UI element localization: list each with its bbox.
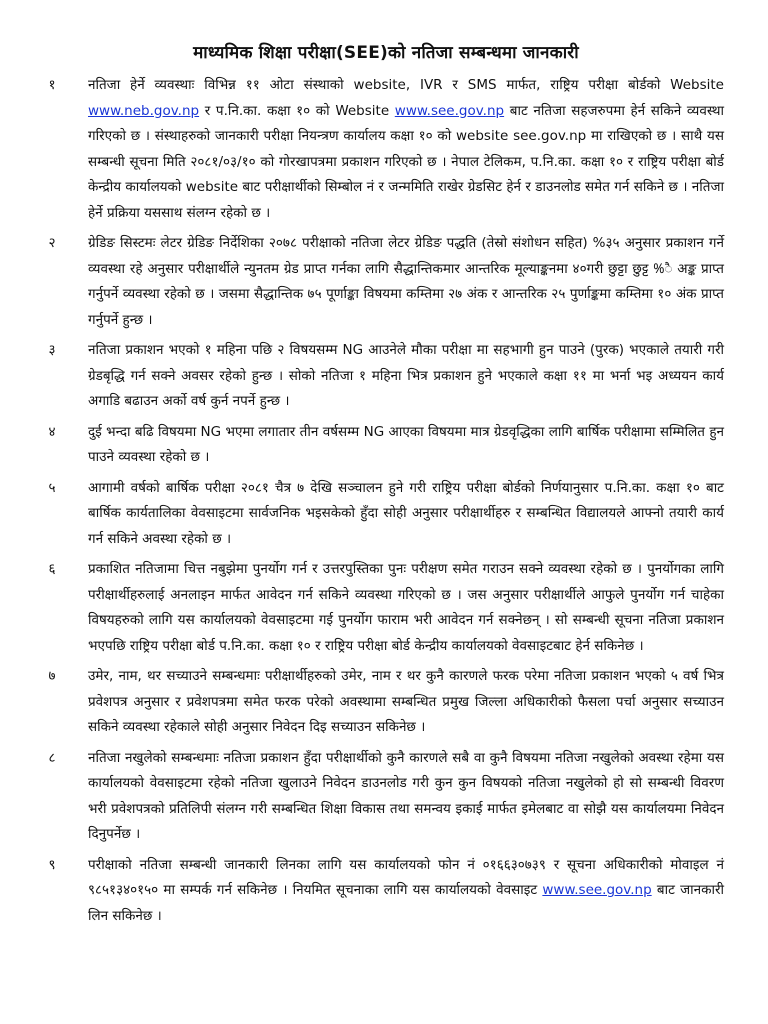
item-text-part: नतिजा हेर्ने व्यवस्थाः विभिन्न ११ ओटा संस्थाको website, IVR र SMS मार्फत, राष्ट्रिय परीक्षा बोर्डको Website [88,77,724,93]
list-item [48,73,725,226]
item-number: ७ [48,668,56,684]
item-text [88,73,724,226]
item-number: १ [48,77,56,93]
item-text: उमेर, नाम, थर सच्याउने सम्बन्धमाः परीक्षार्थीहरुको उमेर, नाम र थर कुनै कारणले फरक परेमा नतिजा प्रकाशन भएको ५ वर्ष भित्र प्रवेशपत्र अनुसार र प्रवेशपत्रमा समेत फरक परेको अवस्थामा सम्बन्धित प्रमुख जिल्ला अधिकारीको फैसला पर्चा अनुसार सच्याउन सकिने व्यवस्था रहेकाले सोही अनुसार निवेदन दिइ सच्याउन सकिनेछ । [88,668,724,735]
item-text: आगामी वर्षको बार्षिक परीक्षा २०८१ चैत्र ७ देखि सञ्चालन हुने गरी राष्ट्रिय परीक्षा बोर्डको निर्णयानुसार प.नि.का. कक्षा १० बाट बार्षिक कार्यतालिका वेवसाइटमा सार्वजनिक भइसकेको हुँदा सोही अनुसार परीक्षार्थीहरु र सम्बन्धित विद्यालयले आफ्नो तयारी कार्य गर्न सकिने अवस्था रहेको छ । [88,479,724,547]
neb-website-link[interactable]: www.neb.gov.np [88,102,200,119]
item-text: नतिजा नखुलेको सम्बन्धमाः नतिजा प्रकाशन हुँदा परीक्षार्थीको कुनै कारणले सबै वा कुनै विषयमा नतिजा नखुलेको अवस्था रहेमा यस कार्यालयको वेवसाइटमा रहेको नतिजा खुलाउने निवेदन डाउनलोड गरी कुन कुन विषयको नतिजा नखुलेको हो सो सम्बन्धी विवरण भरी प्रवेशपत्रको प्रतिलिपी संलग्न गरी सम्बन्धित शिक्षा विकास तथा समन्वय इकाई मार्फत इमेलबाट वा सोझै यस कार्यालयमा निवेदन दिनुपर्नेछ । [88,749,724,842]
see-website-link[interactable]: www.see.gov.np [394,102,505,119]
list-item [48,664,724,741]
item-number: ५ [48,479,56,496]
see-website-link[interactable]: www.see.gov.np [542,882,652,898]
item-number: ३ [48,342,56,358]
item-number: ८ [48,749,56,766]
list-item [48,420,724,471]
item-text-part: बाट जानकारी लिन सकिनेछ । [88,882,724,924]
list-item [48,746,724,848]
document-title: माध्यमिक शिक्षा परीक्षा(SEE)को नतिजा सम्बन्धमा जानकारी [193,43,579,63]
item-text: प्रकाशित नतिजामा चित्त नबुझेमा पुनर्योग गर्न र उत्तरपुस्तिका पुनः परीक्षण समेत गराउन सक्ने व्यवस्था रहेको छ । पुनर्योगका लागि परीक्षार्थीहरुलाई अनलाइन मार्फत आवेदन गर्न सकिने व्यवस्था गरिएको छ । जस अनुसार परीक्षार्थीले आफुले पुनर्योग गर्न चाहेका विषयहरुको लागि यस कार्यालयको वेवसाइटमा गई पुनर्योग फाराम भरी आवेदन गर्न सक्नेछन् । सो सम्बन्धी सूचना नतिजा प्रकाशन भएपछि राष्ट्रिय परीक्षा बोर्ड प.नि.का. कक्षा १० र राष्ट्रिय परीक्षा बोर्ड केन्द्रीय कार्यालयको वेवसाइटबाट हेर्न सकिनेछ । [88,561,724,654]
list-item [48,338,724,415]
item-text: नतिजा प्रकाशन भएको १ महिना पछि २ विषयसम्म NG आउनेले मौका परीक्षा मा सहभागी हुन पाउने (पुरक) भएकाले तयारी गरी ग्रेडबृद्धि गर्न सक्ने अवसर रहेको हुन्छ । सोको नतिजा १ महिना भित्र प्रकाशन हुने भएकाले कक्षा ११ मा भर्ना भइ अध्ययन कार्य अगाडि बढाउन अर्को वर्ष कुर्न नपर्ने हुन्छ । [88,342,724,409]
list-item [48,853,724,930]
item-text: ग्रेडिङ सिस्टमः लेटर ग्रेडिङ निर्देशिका २०७८ परीक्षाको नतिजा लेटर ग्रेडिङ पद्धति (तेस्रो संशोधन सहित) %३५ अनुसार प्रकाशन गर्ने व्यवस्था रहे अनुसार परीक्षार्थीले न्युनतम ग्रेड प्राप्त गर्नका लागि सैद्धान्तिकमार आन्तरिक मूल्याङ्कनमा ४०गरी छुट्टा छुट्ट %ै अङ्क प्राप्त गर्नुपर्ने व्यवस्था रहेको छ । जसमा सैद्धान्तिक ७५ पूर्णाङ्का विषयमा कम्तिमा २७ अंक र आन्तरिक २५ पुर्णाङ्कमा कम्तिमा १० अंक प्राप्त गर्नुपर्ने हुन्छ । [88,235,724,328]
item-text [88,853,724,930]
item-number: ९ [48,856,56,873]
list-item [48,557,724,659]
item-number: ४ [48,423,56,440]
list-item [48,231,724,333]
item-text-part: र प.नि.का. कक्षा १० को Website [199,102,395,119]
item-number: २ [48,235,56,251]
item-text: दुई भन्दा बढि विषयमा NG भएमा लगातार तीन वर्षसम्म NG आएका विषयमा मात्र ग्रेडवृद्धिका लागि बार्षिक परीक्षामा सम्मिलित हुन पाउने व्यवस्था रहेको छ । [88,423,724,465]
notice-list [48,73,725,929]
list-item [48,476,724,553]
item-text-part: बाट नतिजा सहजरुपमा हेर्न सकिने व्यवस्था गरिएको छ । संस्थाहरुको जानकारी परीक्षा नियन्त्रण कार्यालय कक्षा १० को website see.gov.np मा राखिएको छ । साथै यस सम्बन्धी सूचना मिति २०८१/०३/१० को गोरखापत्रमा प्रकाशन गरिएको छ । नेपाल टेलिकम, प.नि.का. कक्षा १० र राष्ट्रिय परीक्षा बोर्ड केन्द्रीय कार्यालयको website बाट परीक्षार्थीको सिम्बोल नं र जन्ममिति राखेर ग्रेडसिट हेर्न र डाउनलोड समेत गर्न सकिने छ । नतिजा हेर्ने प्रक्रिया यससाथ संलग्न रहेको छ । [88,102,725,221]
item-text-part: परीक्षाको नतिजा सम्बन्धी जानकारी लिनका लागि यस कार्यालयको फोन नं ०१६६३०७३९ र सूचना अधिकारीको मोवाइल नं ९८५१३४०१५० मा सम्पर्क गर्न सकिनेछ । नियमित सूचनाका लागि यस कार्यालयको वेवसाइट [88,856,724,898]
item-number: ६ [48,561,56,577]
